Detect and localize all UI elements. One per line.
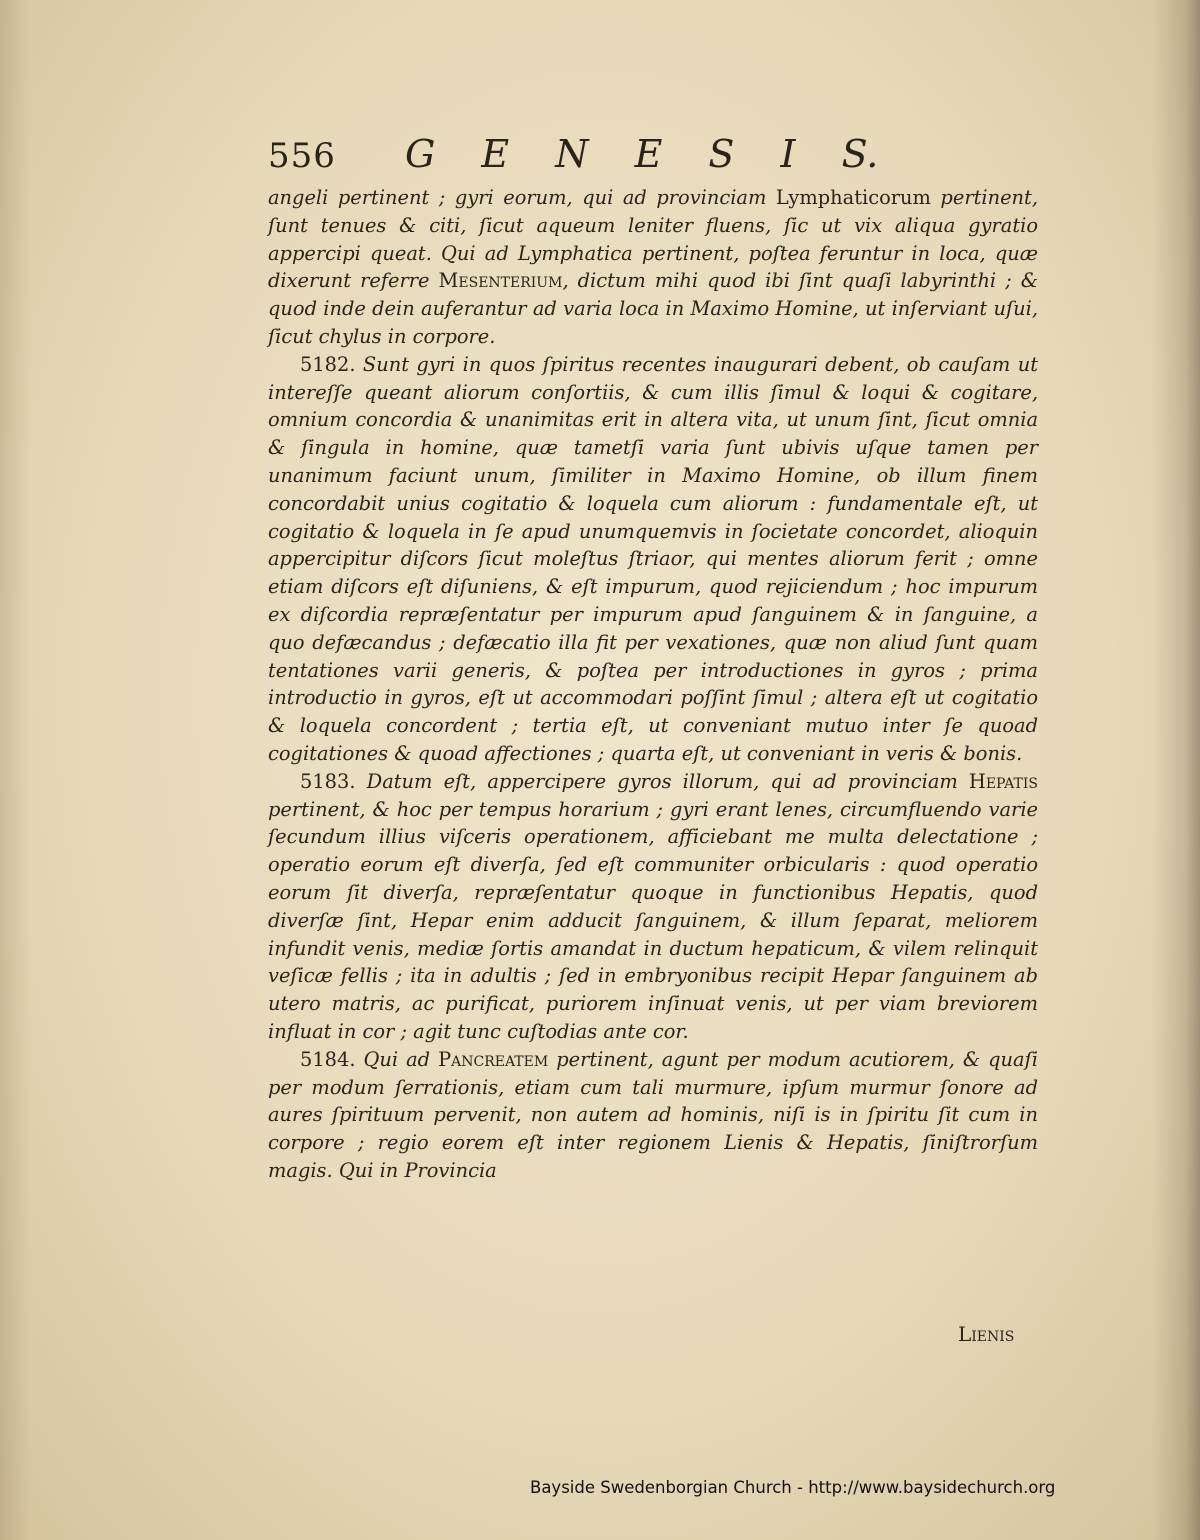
page-number: 556 xyxy=(268,136,336,176)
text-run: pertinent, ſunt tenues & citi, ſicut aqueum leniter fluens, ſic ut vix aliqua gyratio appercipi queat. Qui ad Lymphatica pertinent, poſtea feruntur in loca, quæ dixerunt referre xyxy=(268,186,1038,293)
paragraph-continuation xyxy=(268,184,1038,351)
text-run: , dictum mihi quod ibi ſint quaſi labyrinthi ; & quod inde dein auferantur ad varia loca in Maximo Homine, ut inſerviant uſui, ſicut chylus in corpore. xyxy=(268,269,1038,348)
source-watermark: Bayside Swedenborgian Church - http://www.baysidechurch.org xyxy=(530,1478,1056,1497)
term-pancreatem: Pancreatem xyxy=(438,1047,549,1071)
text-run: angeli pertinent ; gyri eorum, qui ad provinciam xyxy=(268,186,776,209)
text-run: Sunt gyri in quos ſpiritus recentes inaugurari debent, ob cauſam ut intereſſe queant aliorum conſortiis, & cum illis ſimul & loqui & cogitare, omnium concordia & unanimitas erit in altera vita, ut unum ſint, ſicut omnia & ſingula in homine, quæ tametſi varia ſunt ubivis uſque tamen per unanimum faciunt unum, ſimiliter in Maximo Homine, ob illum finem concordabit unius cogitatio & loquela cum aliorum : fundamentale eſt, ut cogitatio & loquela in ſe apud unumquemvis in ſocietate concordet, alioquin appercipitur diſcors ſicut moleſtus ſtriaor, qui mentes aliorum ferit ; omne etiam diſcors eſt diſuniens, & eſt impurum, quod rejiciendum ; hoc impurum ex diſcordia repræſentatur per impurum apud ſanguinem & in ſanguine, a quo defæcandus ; defæcatio illa fit per vexationes, quæ non aliud ſunt quam tentationes varii generis, & poſtea per introductiones in gyros ; prima introductio in gyros, eſt ut accommodari poſſint ſimul ; altera eſt ut cogitatio & loquela concordent ; tertia eſt, ut conveniant mutuo inter ſe quoad cogitationes & quoad affectiones ; quarta eſt, ut conveniant in veris & bonis. xyxy=(268,352,1038,765)
page-shadow-right xyxy=(1152,0,1200,1540)
text-body xyxy=(268,184,1038,1185)
paragraph-number: 5184. xyxy=(300,1047,356,1071)
paragraph-5184 xyxy=(268,1046,1038,1185)
term-hepatis: Hepatis xyxy=(968,769,1038,793)
text-run: Datum eſt, appercipere gyros illorum, qui ad provinciam xyxy=(355,769,969,793)
term-lymphaticorum: Lymphaticorum xyxy=(775,186,931,209)
text-run: pertinent, agunt per modum acutiorem, & quaſi per modum ſerrationis, etiam cum tali murmure, ipſum murmur ſonore ad aures ſpirituum pervenit, non autem ad hominis, niſi is in ſpiritu ſit cum in corpore ; regio eorem eſt inter regionem Lienis & Hepatis, ſiniſtrorſum magis. Qui in Provincia xyxy=(268,1047,1038,1182)
text-run: pertinent, & hoc per tempus horarium ; gyri erant lenes, circumfluendo varie ſecundum illius viſceris operationem, afficiebant me multa delectatione ; operatio eorum eſt diverſa, ſed eſt communiter orbicularis : quod operatio eorum ſit diverſa, repræſentatur quoque in functionibus Hepatis, quod diverſæ ſint, Hepar enim adducit ſanguinem, & illum ſeparat, meliorem infundit venis, mediæ ſortis amandat in ductum hepaticum, & vilem relinquit veſicæ fellis ; ita in adultis ; ſed in embryonibus recipit Hepar ſanguinem ab utero matris, ac purificat, puriorem inſinuat venis, ut per viam breviorem influat in cor ; agit tunc cuſtodias ante cor. xyxy=(268,797,1038,1043)
paragraph-number: 5182. xyxy=(300,352,356,376)
paragraph-5183 xyxy=(268,768,1038,1046)
paragraph-5182 xyxy=(268,351,1038,768)
running-title: G E N E S I S. xyxy=(405,132,879,176)
catchword: Lienis xyxy=(958,1322,1015,1346)
paragraph-number: 5183. xyxy=(300,769,356,793)
text-run: Qui ad xyxy=(355,1047,439,1071)
page-shadow-left xyxy=(0,0,30,1540)
term-mesenterium: Mesenterium xyxy=(438,269,563,293)
